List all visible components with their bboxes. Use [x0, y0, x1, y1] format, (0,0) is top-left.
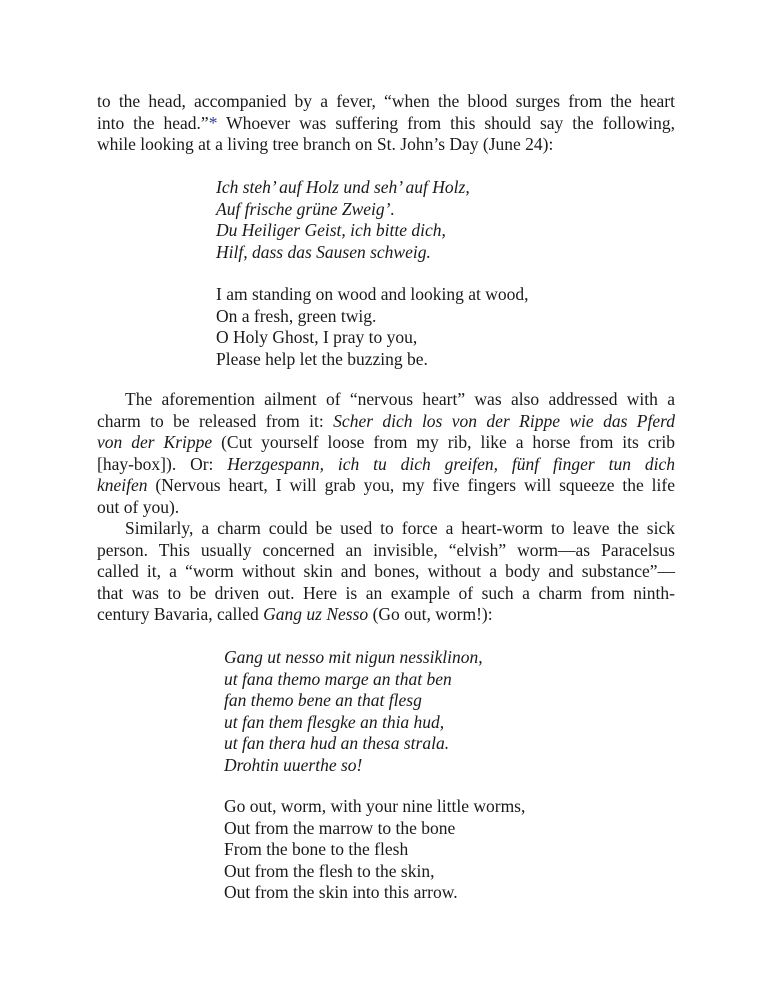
verse-line: ut fan thera hud an thesa strala. — [224, 733, 450, 753]
footnote-marker-link[interactable]: * — [208, 112, 218, 133]
verse-line: Ich steh’ auf Holz und seh’ auf Holz, — [216, 177, 470, 197]
text-line — [97, 113, 675, 135]
text-span: [hay-box]). Or: — [97, 453, 228, 474]
text-span: (Nervous heart, I will grab you, my five fingers will squeeze the life — [147, 475, 675, 495]
charm-text-italic: von der Krippe — [97, 432, 213, 452]
charm-text-italic: Scher dich los von der Rippe wie das Pferd — [333, 410, 676, 431]
verse-line: Out from the marrow to the bone — [224, 817, 456, 838]
verse-german — [216, 177, 470, 263]
text-line: person. This usually concerned an invisible, “elvish” worm—as Paracelsus — [97, 539, 675, 560]
charm-title-italic: Gang uz Nesso — [263, 604, 369, 624]
text-line — [97, 475, 675, 497]
verse-line: On a fresh, green twig. — [216, 305, 377, 326]
verse-line: Please help let the buzzing be. — [216, 348, 428, 369]
text-line: The aforemention ailment of “nervous heart” was also addressed with a — [125, 389, 675, 409]
verse-english-translation — [224, 796, 525, 904]
verse-english-translation — [216, 284, 529, 370]
verse-line: ut fan them flesgke an thia hud, — [224, 711, 445, 732]
verse-line: O Holy Ghost, I pray to you, — [216, 327, 418, 347]
text-line: that was to be driven out. Here is an example of such a charm from ninth- — [97, 582, 675, 603]
paragraph-nervous-heart — [97, 389, 675, 518]
text-line — [97, 411, 675, 433]
text-line: while looking at a living tree branch on St. John’s Day (June 24): — [97, 134, 554, 154]
verse-line: Du Heiliger Geist, ich bitte dich, — [216, 220, 446, 240]
verse-line: fan themo bene an that flesg — [224, 690, 422, 710]
verse-line: Drohtin uuerthe so! — [224, 754, 363, 775]
verse-line: Out from the skin into this arrow. — [224, 882, 458, 902]
text-span: century Bavaria, called — [97, 604, 264, 624]
verse-line: From the bone to the flesh — [224, 839, 409, 859]
verse-line: I am standing on wood and looking at wood, — [216, 284, 529, 304]
verse-old-high-german — [224, 647, 483, 776]
text-line — [97, 454, 675, 476]
text-span: (Cut yourself loose from my rib, like a horse from its crib — [212, 432, 675, 452]
text-line — [97, 432, 675, 454]
paragraph-intro — [97, 91, 675, 156]
verse-line: Auf frische grüne Zweig’. — [216, 198, 395, 219]
verse-line: ut fana themo marge an that ben — [224, 668, 452, 689]
text-span: charm to be released from it: — [97, 410, 334, 431]
text-line: Similarly, a charm could be used to force a heart-worm to leave the sick — [125, 518, 675, 538]
charm-text-italic: Herzgespann, ich tu dich greifen, fünf finger tun dich — [227, 453, 675, 474]
verse-line: Out from the flesh to the skin, — [224, 860, 435, 881]
text-line: out of you). — [97, 496, 180, 517]
verse-line: Go out, worm, with your nine little worms, — [224, 796, 526, 816]
text-line: to the head, accompanied by a fever, “when the blood surges from the heart — [97, 91, 675, 111]
text-line — [97, 604, 675, 626]
charm-text-italic: kneifen — [97, 475, 148, 495]
text-span: (Go out, worm!): — [368, 604, 493, 624]
paragraph-heart-worm — [97, 518, 675, 626]
verse-line: Gang ut nesso mit nigun nessiklinon, — [224, 647, 483, 667]
text-span: into the head.” — [97, 112, 209, 133]
verse-line: Hilf, dass das Sausen schweig. — [216, 241, 431, 262]
text-line: called it, a “worm without skin and bones, without a body and substance”— — [97, 561, 675, 581]
text-span: Whoever was suffering from this should say the following, — [217, 112, 675, 133]
